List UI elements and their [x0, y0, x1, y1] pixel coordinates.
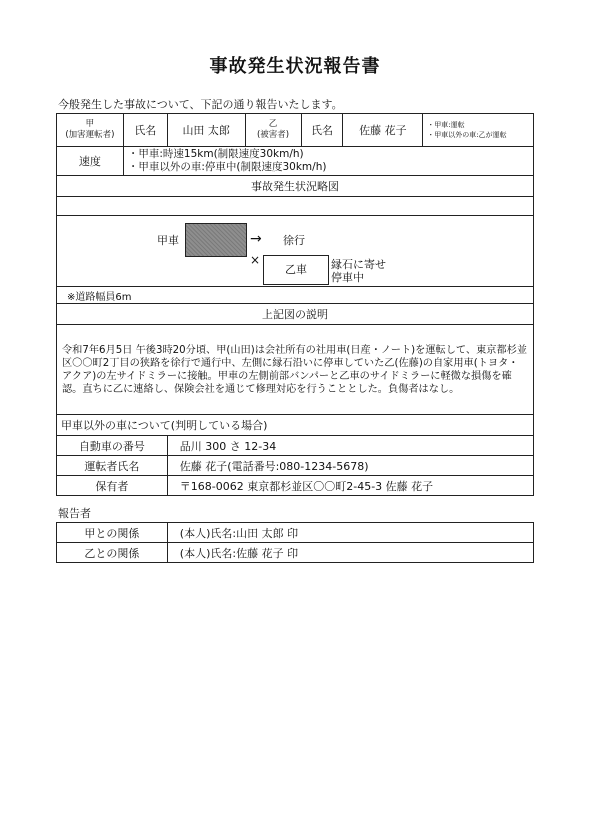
owner-value: 〒168-0062 東京都杉並区〇〇町2-45-3 佐藤 花子 — [167, 476, 533, 496]
explanation-header: 上記図の説明 — [57, 304, 534, 325]
party-b-cell — [245, 114, 301, 147]
vehicle-number-label: 自動車の番号 — [57, 436, 168, 456]
party-a-cell — [57, 114, 124, 147]
vehicle-number-value: 品川 300 さ 12-34 — [167, 436, 533, 456]
party-a-name: 山田 太郎 — [167, 114, 245, 147]
intro-text: 今般発生した事故について、下記の通り報告いたします。 — [58, 98, 343, 111]
document-title: 事故発生状況報告書 — [209, 56, 381, 77]
party-a-label: 甲 — [85, 119, 95, 129]
other-vehicle-header: 甲車以外の車について(判明している場合) — [57, 415, 534, 436]
car-a-shape — [185, 223, 247, 257]
relation-a-label: 甲との関係 — [57, 523, 168, 543]
diagram-header: 事故発生状況略図 — [57, 176, 534, 197]
relation-b-label: 乙との関係 — [57, 543, 168, 563]
diagram-cell — [57, 216, 534, 287]
diagram-spacer-row — [57, 197, 534, 216]
party-a-sub: (加害運転者) — [65, 130, 115, 140]
car-b-state-2: 停車中 — [331, 271, 364, 284]
driver-name-label: 運転者氏名 — [57, 456, 168, 476]
owner-label: 保有者 — [57, 476, 168, 496]
moving-label: 徐行 — [283, 234, 305, 247]
car-b-shape — [263, 255, 329, 285]
car-b-state-1: 縁石に寄せ — [331, 258, 386, 271]
party-b-name: 佐藤 花子 — [343, 114, 423, 147]
road-width-note: ※道路幅員6m — [57, 287, 534, 304]
accident-diagram — [57, 216, 533, 286]
driver-legend-2: ・甲車以外の車:乙が運転 — [427, 131, 507, 139]
party-a-name-label: 氏名 — [123, 114, 167, 147]
speed-line-2: ・甲車以外の車:停車中(制限速度30km/h) — [127, 161, 327, 173]
driver-legend — [423, 114, 534, 147]
party-b-label: 乙 — [268, 119, 278, 129]
car-a-label: 甲車 — [157, 234, 179, 247]
car-b-label: 乙車 — [285, 263, 307, 276]
speed-line-1: ・甲車:時速15km(制限速度30km/h) — [127, 148, 304, 160]
speed-label: 速度 — [57, 147, 124, 176]
party-b-name-label: 氏名 — [301, 114, 343, 147]
relation-b-value: (本人)氏名:佐藤 花子 印 — [167, 543, 533, 563]
speed-values — [123, 147, 533, 176]
driver-name-value: 佐藤 花子(電話番号:080-1234-5678) — [167, 456, 533, 476]
report-table — [56, 113, 534, 496]
reporter-table — [56, 522, 534, 563]
arrow-right-icon: → — [250, 231, 262, 247]
driver-legend-1: ・甲車:運転 — [427, 121, 465, 129]
reporter-label: 報告者 — [58, 507, 91, 520]
party-b-sub: (被害者) — [256, 130, 290, 140]
impact-mark-icon: × — [250, 253, 261, 267]
explanation-text: 令和7年6月5日 午後3時20分頃、甲(山田)は会社所有の社用車(日産・ノート)を運転して、東京都杉並区〇〇町2丁目の狭路を徐行で通行中、左側に縁石沿いに停車していた乙(佐藤)の自家用車(トヨタ・アクア)の左サイドミラーに接触。甲車の左側前部バンパーと乙車のサイドミラーに軽微な損傷を確認。直ちに乙に連絡し、保険会社を通じて修理対応を行うこととした。負傷者はなし。 — [57, 325, 534, 415]
relation-a-value: (本人)氏名:山田 太郎 印 — [167, 523, 533, 543]
